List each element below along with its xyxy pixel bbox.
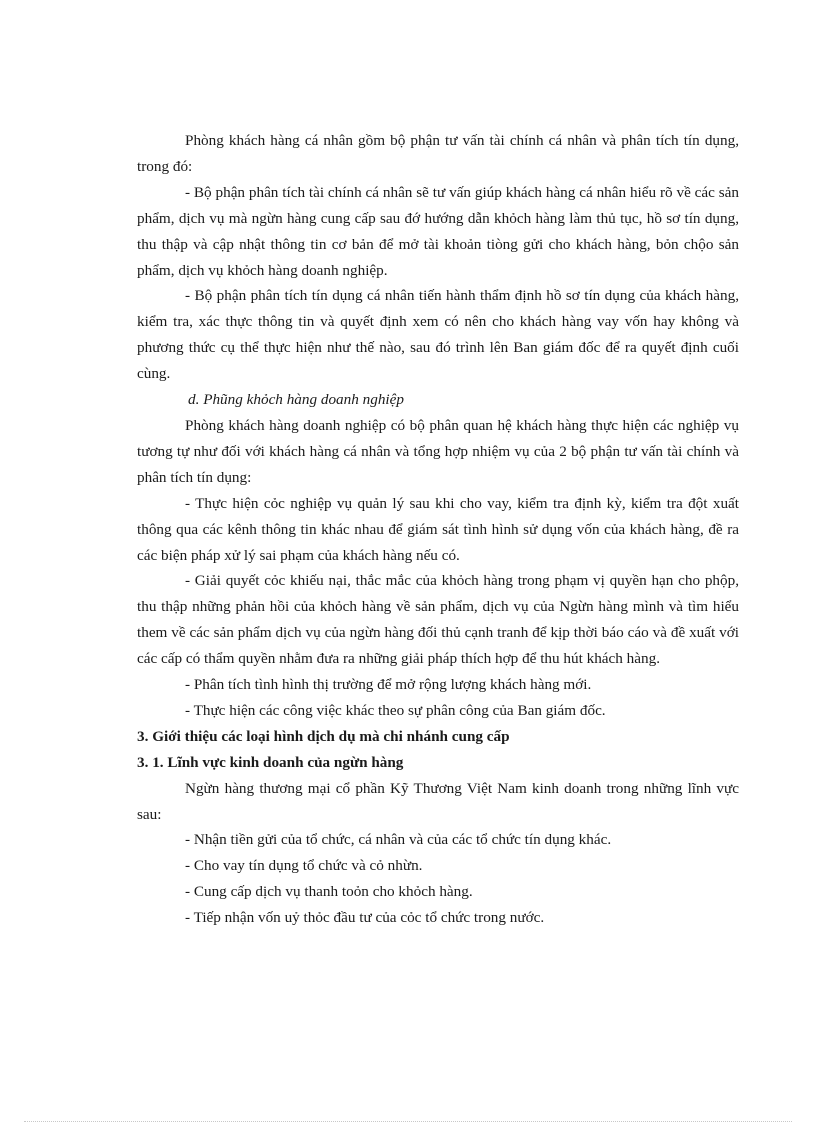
bullet-lending: - Cho vay tín dụng tổ chức và cỏ nhừn. bbox=[185, 857, 423, 875]
bullet-market-analysis: - Phân tích tình hình thị trường để mở rộng lượng khách hàng mới. bbox=[185, 676, 592, 694]
page-bottom-divider bbox=[24, 1121, 792, 1122]
bullet-payment-services: - Cung cấp dịch vụ thanh toỏn cho khỏch hàng. bbox=[185, 883, 473, 901]
bullet-complaints: - Giải quyết cỏc khiếu nại, thắc mắc của khỏch hàng trong phạm vị quyền hạn cho phộp, thu thập những phản hồi của khỏch hàng về sản phẩm, dịch vụ của Ngừn hàng mình và tìm hiểu them về các sản phẩm dịch vụ của ngừn hàng đối thủ cạnh tranh để kịp thời báo cáo và đề xuất với các cấp có thẩm quyền nhằm đưa ra những giải pháp thích hợp để thu hút khách hàng. bbox=[137, 572, 739, 668]
bullet-other-tasks: - Thực hiện các công việc khác theo sự phân công của Ban giám đốc. bbox=[185, 701, 606, 719]
bullet-personal-finance: - Bộ phận phân tích tài chính cá nhân sẽ tư vấn giúp khách hàng cá nhân hiểu rõ về các sản phẩm, dịch vụ mà ngừn hàng cung cấp sau đớ hướng dẫn khỏch hàng làm thủ tục, hồ sơ tín dụng, thu thập và cập nhật thông tin cơ bản để mở tài khoản tiòng gửi cho khách hàng, bỏn chộo sản phẩm, dịch vụ khỏch hàng doanh nghiệp. bbox=[137, 183, 739, 279]
bullet-personal-credit: - Bộ phận phân tích tín dụng cá nhân tiến hành thẩm định hồ sơ tín dụng của khách hàng, kiểm tra, xác thực thông tin và quyết định xem có nên cho khách hàng vay vốn hay không và phương thức cụ thể thực hiện như thế nào, sau đó trình lên Ban giám đốc để ra quyết định cuối cùng. bbox=[137, 287, 739, 383]
section-heading-3-1: 3. 1. Lĩnh vực kinh doanh của ngừn hàng bbox=[137, 753, 404, 771]
bullet-trust-capital: - Tiếp nhận vốn uỷ thỏc đầu tư của cỏc tổ chức trong nước. bbox=[185, 909, 545, 927]
section-heading-3: 3. Giới thiệu các loại hình dịch dụ mà chi nhánh cung cấp bbox=[137, 727, 510, 745]
paragraph-business-fields: Ngừn hàng thương mại cổ phần Kỹ Thương Việt Nam kinh doanh trong những lĩnh vực sau: bbox=[137, 779, 739, 823]
paragraph-intro-personal: Phòng khách hàng cá nhân gồm bộ phận tư vấn tài chính cá nhân và phân tích tín dụng, trong đó: bbox=[137, 132, 739, 175]
bullet-post-loan: - Thực hiện cỏc nghiệp vụ quản lý sau khi cho vay, kiểm tra định kỳ, kiểm tra đột xuất thông qua các kênh thông tin khác nhau để giám sát tình hình sử dụng vốn của khách hàng, đề ra các biện pháp xử lý sai phạm của khách hàng nếu có. bbox=[137, 494, 739, 564]
document-page bbox=[137, 128, 739, 931]
paragraph-business-dept: Phòng khách hàng doanh nghiệp có bộ phân quan hệ khách hàng thực hiện các nghiệp vụ tương tự như đối với khách hàng cá nhân và tổng hợp nhiệm vụ của 2 bộ phận tư vấn tài chính và phân tích tín dụng: bbox=[137, 416, 739, 486]
subheading-business-dept: d. Phũng khỏch hàng doanh nghiệp bbox=[188, 391, 404, 409]
bullet-deposits: - Nhận tiền gửi của tổ chức, cá nhân và của các tổ chức tín dụng khác. bbox=[185, 831, 612, 849]
